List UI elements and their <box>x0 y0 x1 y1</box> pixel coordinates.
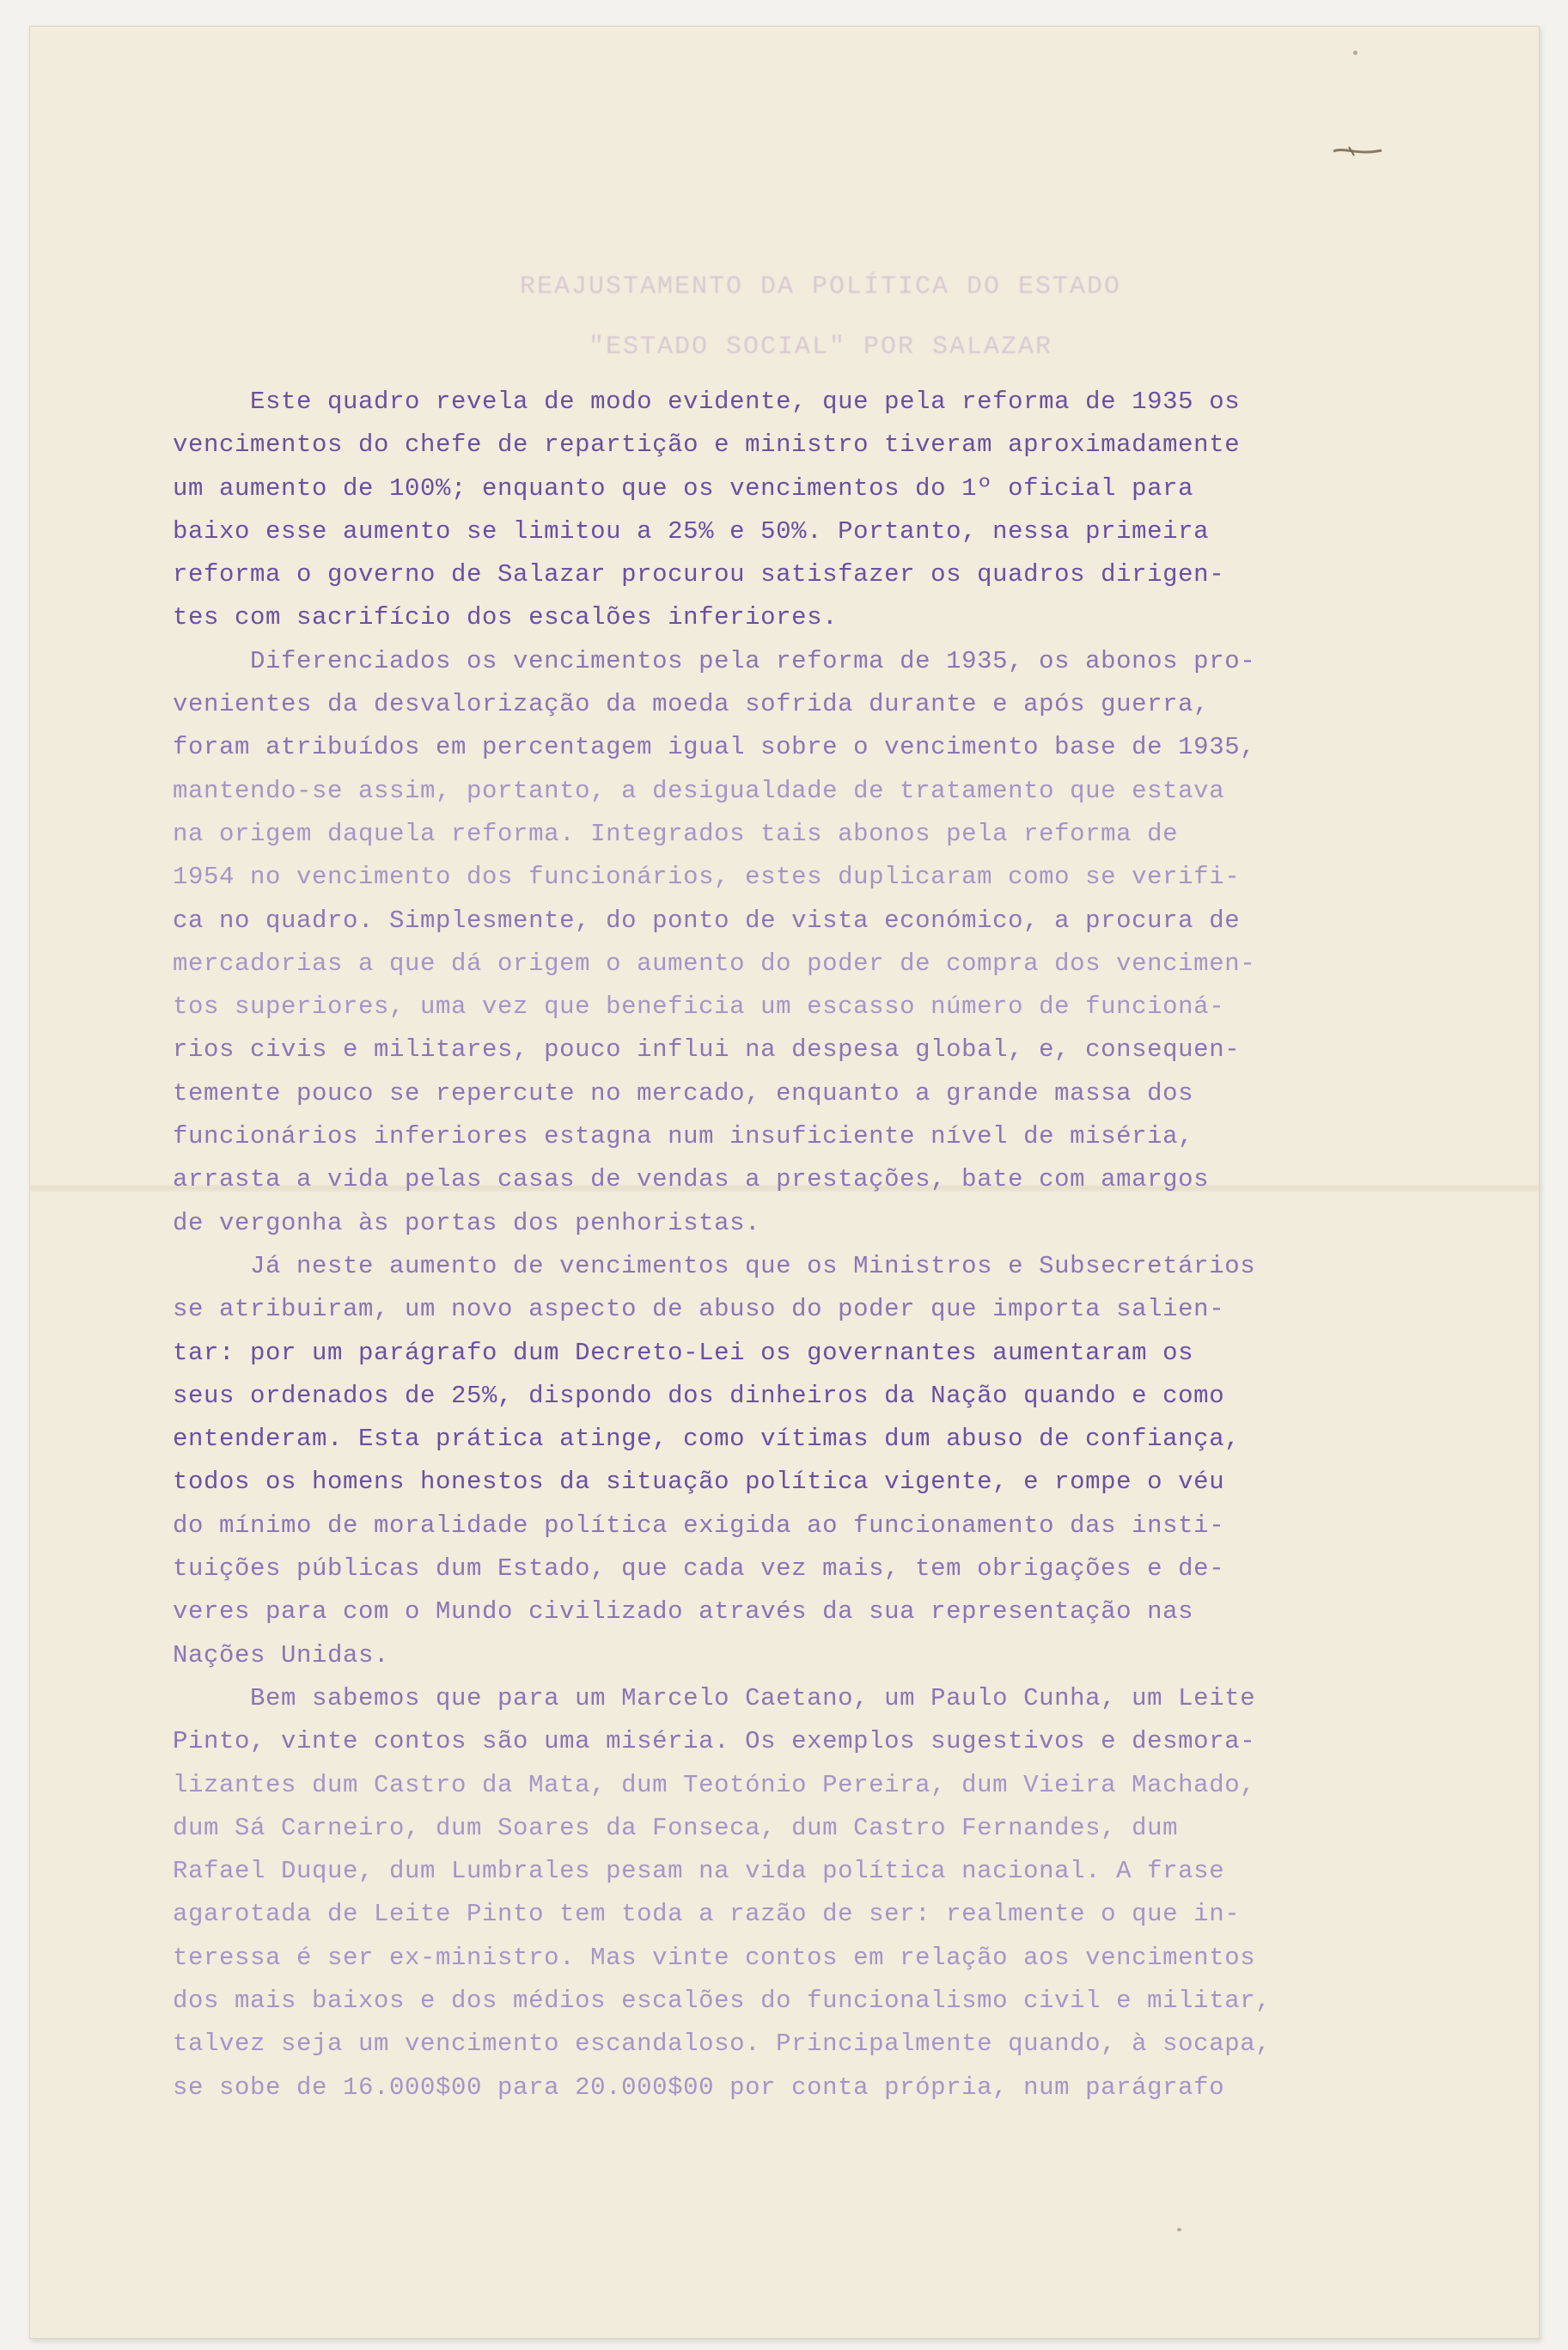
text-line: veres para com o Mundo civilizado através da sua representação nas <box>173 1597 1194 1627</box>
text-line: reforma o governo de Salazar procurou satisfazer os quadros dirigen- <box>173 560 1225 589</box>
text-line: arrasta a vida pelas casas de vendas a prestações, bate com amargos <box>173 1165 1210 1194</box>
heading-line-2: "ESTADO SOCIAL" POR SALAZAR <box>588 333 1053 362</box>
text-line: teressa é ser ex-ministro. Mas vinte contos em relação aos vencimentos <box>173 1943 1256 1972</box>
text-line: rios civis e militares, pouco influi na despesa global, e, consequen- <box>173 1035 1241 1065</box>
faded-heading <box>468 257 1173 377</box>
text-line: vencimentos do chefe de repartição e ministro tiveram aproximadamente <box>173 430 1241 460</box>
text-line: de vergonha às portas dos penhoristas. <box>173 1208 761 1237</box>
text-line: Nações Unidas. <box>173 1640 390 1669</box>
text-line: na origem daquela reforma. Integrados tais abonos pela reforma de <box>173 819 1179 848</box>
text-line: do mínimo de moralidade política exigida ao funcionamento das insti- <box>173 1511 1225 1540</box>
text-line: funcionários inferiores estagna num insuficiente nível de miséria, <box>173 1122 1194 1151</box>
text-line: venientes da desvalorização da moeda sofrida durante e após guerra, <box>173 690 1210 719</box>
paper-speck <box>1353 51 1358 55</box>
text-line: tes com sacrifício dos escalões inferiores. <box>173 603 839 632</box>
text-line: Bem sabemos que para um Marcelo Caetano, um Paulo Cunha, um Leite <box>173 1683 1256 1712</box>
text-line: tos superiores, uma vez que beneficia um escasso número de funcioná- <box>173 992 1225 1022</box>
text-line: mantendo-se assim, portanto, a desigualdade de tratamento que estava <box>173 776 1225 805</box>
text-line: baixo esse aumento se limitou a 25% e 50%. Portanto, nessa primeira <box>173 516 1210 546</box>
text-line: 1954 no vencimento dos funcionários, estes duplicaram como se verifi- <box>173 863 1241 892</box>
text-line: tar: por um parágrafo dum Decreto-Lei os governantes aumentaram os <box>173 1338 1194 1367</box>
text-line: um aumento de 100%; enquanto que os vencimentos do 1º oficial para <box>173 473 1194 503</box>
text-line: foram atribuídos em percentagem igual sobre o vencimento base de 1935, <box>173 733 1256 762</box>
typewritten-body <box>173 381 1436 2109</box>
heading-line-1: REAJUSTAMENTO DA POLÍTICA DO ESTADO <box>519 272 1122 302</box>
text-line: Este quadro revela de modo evidente, que pela reforma de 1935 os <box>173 388 1241 416</box>
text-line: todos os homens honestos da situação política vigente, e rompe o véu <box>173 1468 1225 1497</box>
text-line: temente pouco se repercute no mercado, enquanto a grande massa dos <box>173 1078 1194 1108</box>
text-line: entenderam. Esta prática atinge, como vítimas dum abuso de confiança, <box>173 1425 1241 1454</box>
text-line: Rafael Duque, dum Lumbrales pesam na vida política nacional. A frase <box>173 1857 1225 1886</box>
text-line: talvez seja um vencimento escandaloso. Principalmente quando, à socapa, <box>173 2030 1272 2059</box>
text-line: dos mais baixos e dos médios escalões do funcionalismo civil e militar, <box>173 1986 1272 2015</box>
paper-speck <box>1177 2228 1181 2231</box>
text-line: Diferenciados os vencimentos pela reforma de 1935, os abonos pro- <box>173 646 1256 675</box>
string-tie-mark <box>1332 143 1383 159</box>
text-line: ca no quadro. Simplesmente, do ponto de vista económico, a procura de <box>173 906 1241 935</box>
text-line: tuições públicas dum Estado, que cada vez mais, tem obrigações e de- <box>173 1554 1225 1584</box>
text-line: agarotada de Leite Pinto tem toda a razão de ser: realmente o que in- <box>173 1900 1241 1929</box>
text-line: seus ordenados de 25%, dispondo dos dinheiros da Nação quando e como <box>173 1381 1225 1410</box>
text-line: Pinto, vinte contos são uma miséria. Os exemplos sugestivos e desmora- <box>173 1727 1256 1756</box>
text-line: mercadorias a que dá origem o aumento do poder de compra dos vencimen- <box>173 949 1256 978</box>
text-line: lizantes dum Castro da Mata, dum Teotónio Pereira, dum Vieira Machado, <box>173 1770 1256 1799</box>
text-line: se atribuiram, um novo aspecto de abuso do poder que importa salien- <box>173 1295 1225 1324</box>
text-line: dum Sá Carneiro, dum Soares da Fonseca, dum Castro Fernandes, dum <box>173 1813 1179 1842</box>
text-line: se sobe de 16.000$00 para 20.000$00 por conta própria, num parágrafo <box>173 2072 1225 2102</box>
text-line: Já neste aumento de vencimentos que os Ministros e Subsecretários <box>173 1251 1256 1280</box>
document-page <box>29 26 1540 2339</box>
